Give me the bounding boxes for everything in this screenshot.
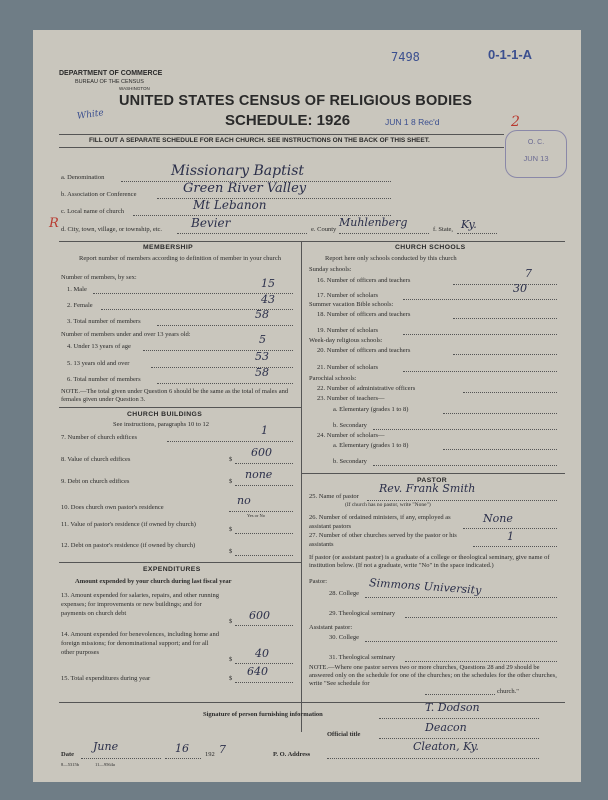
date-month[interactable]: June bbox=[93, 740, 119, 753]
q8-label: 8. Value of church edifices bbox=[61, 456, 131, 463]
signature-label: Signature of person furnishing information bbox=[203, 711, 323, 718]
pastor-title: PASTOR bbox=[417, 477, 448, 484]
value-local-name[interactable]: Mt Lebanon bbox=[193, 198, 267, 212]
label-state: f. State, bbox=[433, 226, 454, 233]
label-city: d. City, town, village, or township, etc. bbox=[61, 226, 163, 233]
schedule-title: SCHEDULE: 1926 bbox=[225, 112, 351, 129]
red-check-mark: R bbox=[49, 216, 59, 231]
q12-dollar: $ bbox=[229, 548, 233, 555]
form-code: 8—5315b bbox=[61, 762, 79, 767]
q15-label: 15. Total expenditures during year bbox=[61, 675, 151, 682]
office-stamp bbox=[505, 130, 567, 178]
q14-value[interactable]: 40 bbox=[255, 647, 269, 660]
pastor-note-end: church." bbox=[497, 688, 519, 695]
graduate-note: If pastor (or assistant pastor) is a graduate of a college or theological seminary, give name of institution below. (If not a graduate, write "No" in the space indicated.) bbox=[309, 554, 550, 569]
po-address-value[interactable]: Cleaton, Ky. bbox=[413, 740, 479, 753]
form-title: UNITED STATES CENSUS OF RELIGIOUS BODIES bbox=[119, 93, 473, 109]
q7-label: 7. Number of church edifices bbox=[61, 434, 137, 441]
q5-label: 5. 13 years old and over bbox=[67, 360, 130, 367]
q17-value[interactable]: 30 bbox=[513, 282, 527, 295]
expenditures-title: EXPENDITURES bbox=[143, 566, 201, 573]
q30-label: 30. College bbox=[329, 634, 359, 641]
schools-intro: Report here only schools conducted by this church bbox=[325, 255, 457, 262]
q26-label: 26. Number of ordained ministers, if any, employed as assistant pastors bbox=[309, 514, 451, 530]
q5-value[interactable]: 53 bbox=[255, 350, 269, 363]
q15-dollar: $ bbox=[229, 675, 233, 682]
q1-label: 1. Male bbox=[67, 286, 87, 293]
q28-label: 28. College bbox=[329, 590, 359, 597]
q14-label: 14. Amount expended for benevolences, including home and foreign missions; for denominational support; and for all other purposes bbox=[61, 631, 219, 656]
q13-label: 13. Amount expended for salaries, repairs, and other running expenses; for improvements or new buildings; and for payments on church debt bbox=[61, 592, 219, 617]
stamp-number: 7498 bbox=[391, 50, 420, 64]
membership-title: MEMBERSHIP bbox=[143, 244, 194, 251]
expenditures-sub: Amount expended by your church during last fiscal year bbox=[75, 578, 232, 585]
membership-intro: Report number of members according to definition of member in your church bbox=[79, 255, 281, 262]
q4-value[interactable]: 5 bbox=[259, 333, 266, 346]
city-label: WASHINGTON bbox=[119, 86, 150, 91]
q16-label: 16. Number of officers and teachers bbox=[317, 277, 411, 284]
white-note: White bbox=[76, 108, 105, 122]
date-label: Date bbox=[61, 751, 74, 758]
q13-dollar: $ bbox=[229, 618, 233, 625]
official-title-value[interactable]: Deacon bbox=[425, 721, 467, 734]
q10-value[interactable]: no bbox=[237, 494, 251, 507]
assistant-sub-label: Assistant pastor: bbox=[309, 624, 353, 631]
q9-dollar: $ bbox=[229, 478, 233, 485]
q31-label: 31. Theological seminary bbox=[329, 654, 396, 661]
label-denomination: a. Denomination bbox=[61, 174, 105, 181]
q3-label: 3. Total number of members bbox=[67, 318, 141, 325]
stamp-date: JUN 13 bbox=[523, 154, 549, 163]
q12-label: 12. Debt on pastor's residence (if owned by church) bbox=[61, 542, 196, 549]
po-address-label: P. O. Address bbox=[273, 751, 311, 758]
value-association[interactable]: Green River Valley bbox=[183, 181, 307, 196]
official-title-label: Official title bbox=[327, 731, 361, 738]
q23-label: 23. Number of teachers— bbox=[317, 395, 385, 402]
summer-schools: Summer vacation Bible schools: bbox=[309, 301, 394, 308]
q25-value[interactable]: Rev. Frank Smith bbox=[379, 482, 476, 495]
received-stamp: JUN 1 8 Rec'd bbox=[385, 117, 440, 127]
q26-value[interactable]: None bbox=[483, 512, 513, 525]
q16-value[interactable]: 7 bbox=[525, 267, 532, 280]
instruction-line: FILL OUT A SEPARATE SCHEDULE FOR EACH CHURCH. SEE INSTRUCTIONS ON THE BACK OF THIS SHEET. bbox=[89, 137, 430, 144]
q23b-label: b. Secondary bbox=[333, 422, 367, 429]
q25-hint: (If church has no pastor, write "None") bbox=[345, 502, 431, 508]
q9-label: 9. Debt on church edifices bbox=[61, 478, 130, 485]
census-form bbox=[33, 30, 581, 782]
label-local-name: c. Local name of church bbox=[61, 208, 124, 215]
q1-value[interactable]: 15 bbox=[261, 277, 275, 290]
q28-value[interactable]: Simmons University bbox=[368, 576, 482, 597]
q20-label: 20. Number of officers and teachers bbox=[317, 347, 411, 354]
q23a-label: a. Elementary (grades 1 to 8) bbox=[333, 406, 409, 413]
q24a-label: a. Elementary (grades 1 to 8) bbox=[333, 442, 409, 449]
q22-label: 22. Number of administrative officers bbox=[317, 385, 416, 392]
pastor-sub-label: Pastor: bbox=[309, 578, 328, 585]
value-city[interactable]: Bevier bbox=[191, 216, 231, 230]
year-prefix: 192 bbox=[205, 751, 215, 758]
q15-value[interactable]: 640 bbox=[247, 665, 268, 678]
dept-label: DEPARTMENT OF COMMERCE bbox=[59, 70, 163, 77]
value-denomination[interactable]: Missionary Baptist bbox=[171, 163, 305, 179]
members-by-sex: Number of members, by sex: bbox=[61, 274, 137, 281]
q25-label: 25. Name of pastor bbox=[309, 493, 359, 500]
q19-label: 19. Number of scholars bbox=[317, 327, 379, 334]
form-code-2: 11—9564a bbox=[95, 762, 115, 767]
q29-label: 29. Theological seminary bbox=[329, 610, 396, 617]
q10-label: 10. Does church own pastor's residence bbox=[61, 504, 164, 511]
q4-label: 4. Under 13 years of age bbox=[67, 343, 131, 350]
q27-value[interactable]: 1 bbox=[507, 530, 514, 543]
q17-label: 17. Number of scholars bbox=[317, 292, 379, 299]
label-county: e. County bbox=[311, 226, 337, 233]
label-association: b. Association or Conference bbox=[61, 191, 137, 198]
q24b-label: b. Secondary bbox=[333, 458, 367, 465]
stamp-oc: O. C. bbox=[527, 139, 545, 146]
q13-value[interactable]: 600 bbox=[249, 609, 270, 622]
parochial-schools: Parochial schools: bbox=[309, 375, 357, 382]
q24-label: 24. Number of scholars— bbox=[317, 432, 385, 439]
value-county[interactable]: Muhlenberg bbox=[339, 216, 408, 229]
q7-value[interactable]: 1 bbox=[261, 424, 268, 437]
q6-value[interactable]: 58 bbox=[255, 366, 269, 379]
q3-value[interactable]: 58 bbox=[255, 308, 269, 321]
q10-hint: Yes or No bbox=[247, 513, 266, 518]
membership-note: NOTE.—The total given under Question 6 should be the same as the total of males and females given under Question 3. bbox=[61, 388, 289, 403]
q27-label: 27. Number of other churches served by the pastor or his assistants bbox=[309, 532, 457, 548]
q8-value[interactable]: 600 bbox=[251, 446, 272, 459]
q11-label: 11. Value of pastor's residence (if owned by church) bbox=[61, 521, 196, 528]
year-digit[interactable]: 7 bbox=[219, 743, 226, 756]
date-day[interactable]: 16 bbox=[175, 742, 189, 755]
pastor-note: NOTE.—Where one pastor serves two or more churches, Questions 28 and 29 should be answered only on the schedule for one of the churches; on the schedules for the other churches, write "See schedule for bbox=[309, 664, 557, 687]
signature-value[interactable]: T. Dodson bbox=[425, 701, 480, 714]
schools-title: CHURCH SCHOOLS bbox=[395, 244, 466, 251]
q21-label: 21. Number of scholars bbox=[317, 364, 379, 371]
q2-value[interactable]: 43 bbox=[261, 293, 275, 306]
q6-label: 6. Total number of members bbox=[67, 376, 141, 383]
q11-dollar: $ bbox=[229, 526, 233, 533]
q8-dollar: $ bbox=[229, 456, 233, 463]
value-state[interactable]: Ky. bbox=[461, 218, 477, 231]
q18-label: 18. Number of officers and teachers bbox=[317, 311, 411, 318]
corner-mark: 2 bbox=[511, 114, 520, 130]
file-code: 0-1-1-A bbox=[488, 47, 533, 62]
sunday-schools: Sunday schools: bbox=[309, 266, 352, 273]
buildings-title: CHURCH BUILDINGS bbox=[127, 411, 203, 418]
weekday-schools: Week-day religious schools: bbox=[309, 337, 383, 344]
q14-dollar: $ bbox=[229, 656, 233, 663]
members-by-age: Number of members under and over 13 years old: bbox=[61, 331, 191, 338]
q2-label: 2. Female bbox=[67, 302, 93, 309]
q9-value[interactable]: none bbox=[245, 468, 273, 481]
bureau-label: BUREAU OF THE CENSUS bbox=[75, 79, 144, 85]
buildings-sub: See instructions, paragraphs 10 to 12 bbox=[113, 421, 210, 428]
